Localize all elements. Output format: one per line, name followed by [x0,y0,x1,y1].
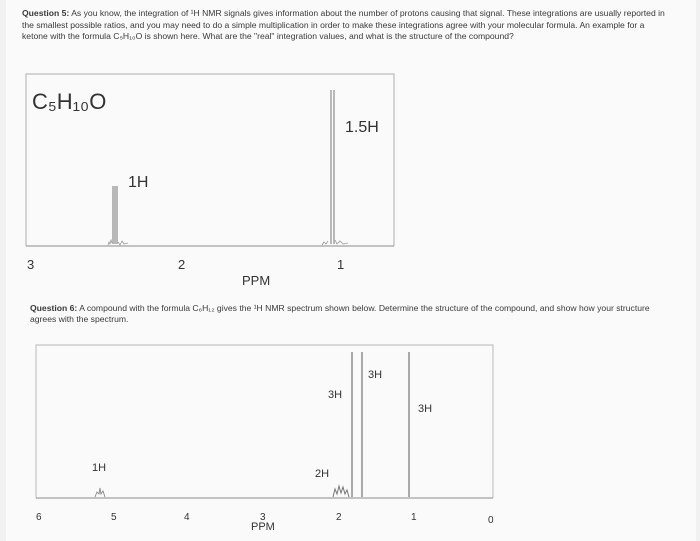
question-6-label: Question 6: [30,303,78,313]
spectrum-1-peak-1 [108,186,128,245]
spectrum-2-peak-2 [333,486,349,497]
spectrum-2-tick-5: 5 [111,512,117,523]
spectrum-1-tick-1: 1 [337,257,345,272]
spectrum-2-tick-0: 0 [488,515,494,526]
question-6-text: A compound with the formula C₆H₁₂ gives the ¹H NMR spectrum shown below. Determine the structure of the compound, and show how your structure agrees with the spectrum. [30,303,650,325]
question-5-text: As you know, the integration of ¹H NMR signals gives information about the number of protons causing that signal. These integrations are usually reported in the smallest possible ratios, and you may need to do a simple multiplication in order to make these integrations agree with your molecular formula. An example for a ketone with the formula C₅H₁₀O is shown here. What are the "real" integration values, and what is the structure of the compound? [22,8,665,42]
spectrum-1 [26,74,394,288]
spectrum-1-peak-2-label: 1.5H [345,119,379,136]
spectrum-2-peak-4-label: 3H [368,369,383,381]
spectrum-2-peak-3-label: 3H [328,389,343,401]
spectrum-2-tick-6: 6 [36,512,42,523]
spectrum-1-peak-2 [322,90,348,245]
spectrum-2-peak-5-label: 3H [418,403,433,415]
spectrum-2-tick-3: 3 [260,512,266,523]
spectrum-2-peak-1-label: 1H [92,462,107,474]
question-5-label: Question 5: [22,8,70,18]
spectrum-2-peak-2-label: 2H [315,468,330,480]
spectrum-1-tick-3: 3 [27,257,35,272]
spectrum-1-formula: C₅H₁₀O [32,89,107,114]
spectrum-1-axis-label: PPM [242,273,271,288]
spectrum-2-tick-2: 2 [336,512,342,523]
spectrum-1-peak-1-label: 1H [128,174,149,191]
spectrum-2-tick-4: 4 [184,512,190,523]
spectrum-2 [36,345,494,533]
spectrum-2-peak-1 [95,488,105,497]
spectrum-2-tick-1: 1 [411,512,417,523]
spectrum-1-tick-2: 2 [178,257,186,272]
spectrum-2-axis-label: PPM [251,521,275,533]
spectrum-2-frame [36,345,493,498]
